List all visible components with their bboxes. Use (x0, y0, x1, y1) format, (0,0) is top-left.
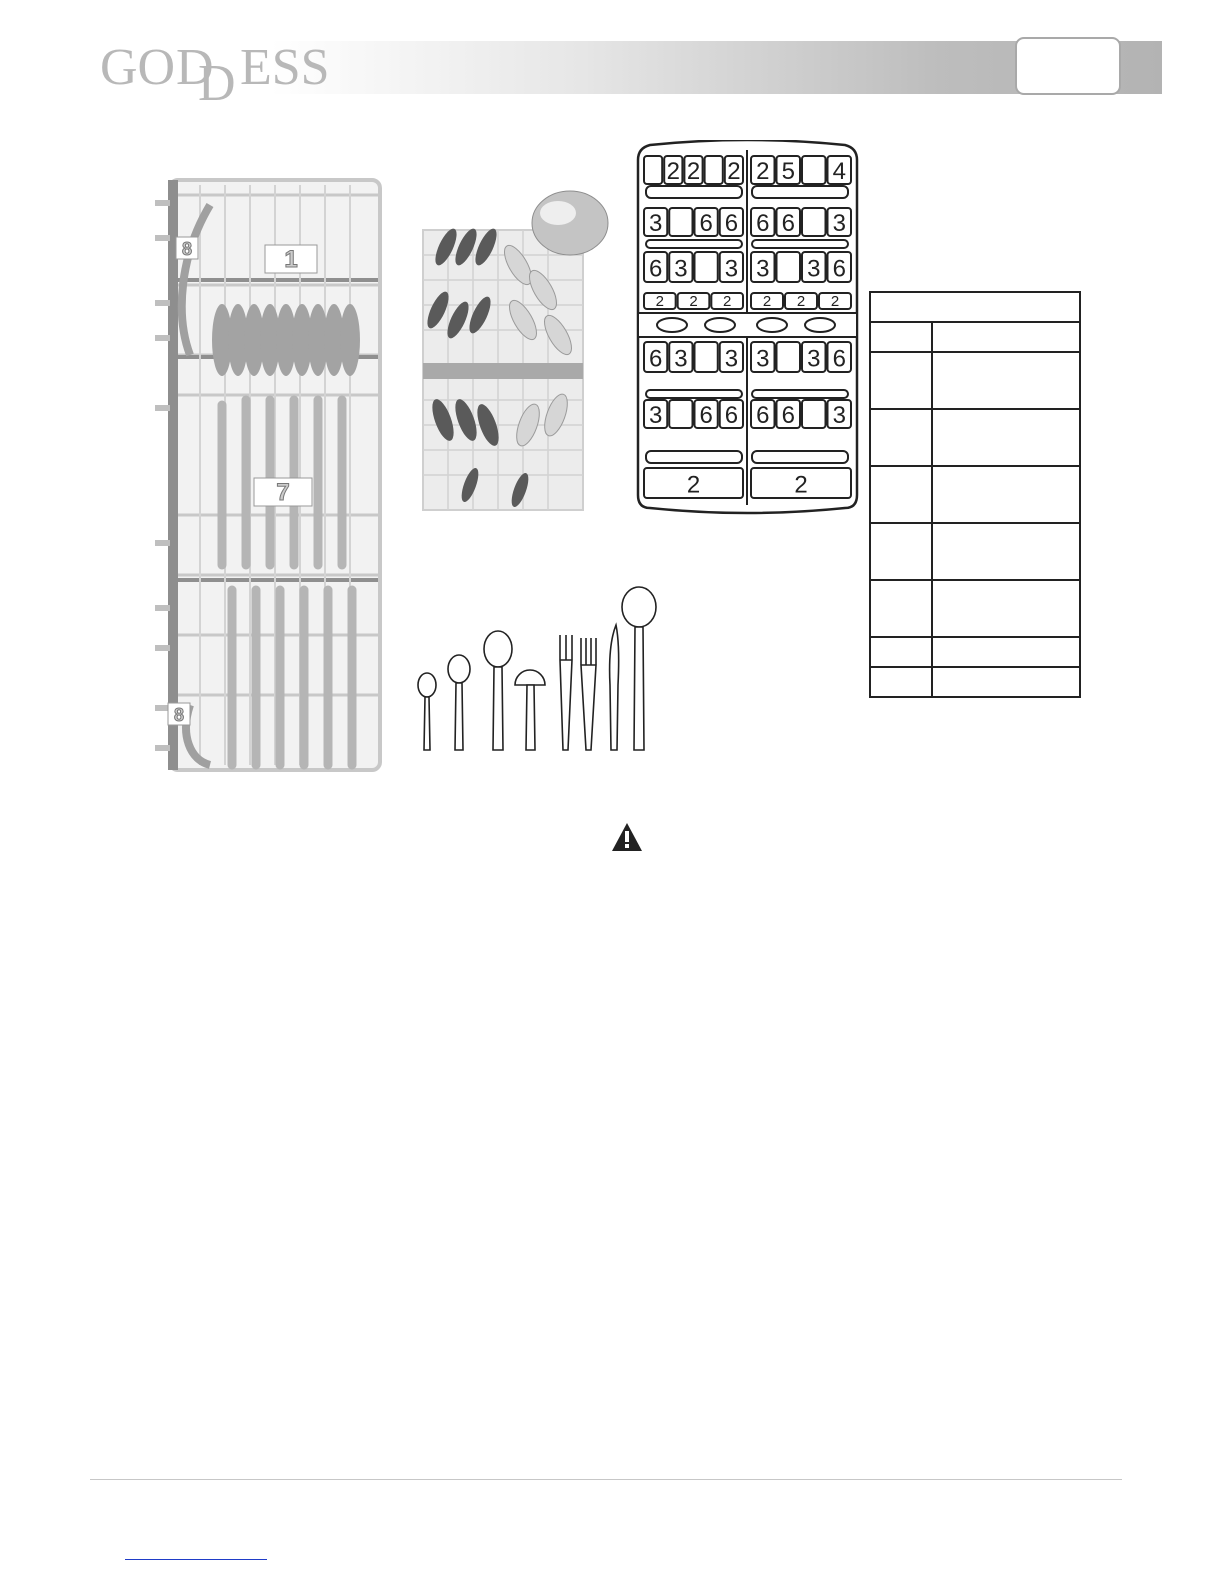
table-cell (870, 409, 932, 466)
tray-compartment-number: 2 (830, 293, 840, 311)
cutlery-rack-illustration (150, 175, 385, 775)
tray-compartment-number: 2 (686, 471, 701, 499)
tray-compartment-number: 6 (756, 209, 770, 237)
rack-label-1: 1 (284, 246, 298, 273)
tray-compartment-number: 3 (648, 401, 663, 429)
tray-compartment-number: 2 (794, 471, 808, 499)
tray-compartment-number: 3 (832, 209, 846, 237)
knife-outline (610, 625, 619, 750)
tray-compartment-number: 2 (727, 157, 741, 185)
tray-compartment-number: 2 (722, 293, 732, 311)
tray-compartment-number: 3 (756, 255, 770, 283)
table-row (870, 322, 1080, 352)
tray-compartment-number: 6 (699, 209, 713, 237)
tray-compartment-number: 2 (655, 293, 665, 311)
tray-compartment-number: 6 (756, 401, 770, 429)
logo-text-go: GO (100, 39, 176, 96)
table-header-cell (870, 292, 1080, 322)
fork-outline (560, 635, 572, 750)
tray-compartment-number: 6 (724, 401, 739, 429)
tray-compartment-number: 3 (832, 401, 846, 429)
table-cell (932, 409, 1080, 466)
table-cell (932, 466, 1080, 523)
cutlery-tray-diagram (630, 140, 865, 515)
tray-compartment-number: 5 (781, 157, 795, 185)
tray-compartment-number: 6 (699, 401, 713, 429)
rack-label-7: 7 (276, 479, 290, 506)
table-cell (870, 466, 932, 523)
tray-compartment-number: 3 (648, 209, 663, 237)
table-row (870, 409, 1080, 466)
butter-knife-outline (515, 670, 545, 685)
dessert-spoon-outline (448, 655, 470, 683)
rack-label-8-bottom: 8 (173, 705, 185, 725)
footer-link-underline[interactable] (125, 1559, 267, 1560)
tray-compartment-number: 6 (832, 255, 846, 283)
table-cell (870, 667, 932, 697)
dinner-fork-outline (581, 638, 596, 750)
tray-compartment-number: 3 (756, 345, 770, 373)
table-cell (870, 352, 932, 409)
table-cell (932, 637, 1080, 667)
tray-compartment-number: 6 (832, 345, 846, 373)
table-cell (932, 322, 1080, 352)
tray-compartment-number: 2 (686, 157, 701, 185)
tray-compartment-number: 6 (781, 209, 795, 237)
tray-compartment-number: 3 (674, 345, 688, 373)
tray-compartment-number: 3 (724, 255, 739, 283)
loading-table (869, 291, 1081, 698)
table-cell (870, 637, 932, 667)
page-number-box (1015, 37, 1121, 95)
tray-compartment-number: 3 (724, 345, 739, 373)
table-row (870, 637, 1080, 667)
tray-compartment-number: 2 (756, 157, 770, 185)
soup-spoon-outline (484, 631, 512, 667)
footer-divider (90, 1479, 1122, 1480)
tray-compartment-number: 6 (724, 209, 739, 237)
table-cell (932, 352, 1080, 409)
table-header-row (870, 292, 1080, 322)
table-cell (870, 322, 932, 352)
table-row (870, 667, 1080, 697)
teaspoon-outline (418, 673, 436, 697)
tray-compartment-number: 6 (781, 401, 795, 429)
logo-text-d2: D (198, 55, 236, 102)
tray-compartment-number: 2 (666, 157, 680, 185)
warning-icon (611, 822, 643, 852)
cutlery-basket-illustration (408, 185, 613, 515)
table-cell (932, 580, 1080, 637)
table-cell (870, 523, 932, 580)
tray-compartment-number: 2 (689, 293, 698, 311)
tray-compartment-number: 2 (796, 293, 806, 311)
tray-compartment-number: 3 (674, 255, 688, 283)
tray-compartment-number: 3 (807, 255, 821, 283)
table-cell (932, 523, 1080, 580)
tray-compartment-number: 4 (832, 157, 846, 185)
rack-label-8-top: 8 (181, 239, 193, 259)
tray-compartment-number: 2 (762, 293, 772, 311)
logo-text-d1: D (176, 39, 214, 96)
table-row (870, 580, 1080, 637)
table-row (870, 466, 1080, 523)
table-cell (870, 580, 932, 637)
tray-compartment-number: 6 (648, 345, 663, 373)
tray-compartment-number: 6 (648, 255, 663, 283)
goddess-logo (100, 36, 362, 102)
logo-text-ess: ESS (240, 39, 330, 96)
tray-compartment-number: 3 (807, 345, 821, 373)
utensil-types-illustration (410, 585, 660, 755)
table-cell (932, 667, 1080, 697)
table-row (870, 352, 1080, 409)
table-row (870, 523, 1080, 580)
serving-spoon-outline (622, 587, 656, 627)
